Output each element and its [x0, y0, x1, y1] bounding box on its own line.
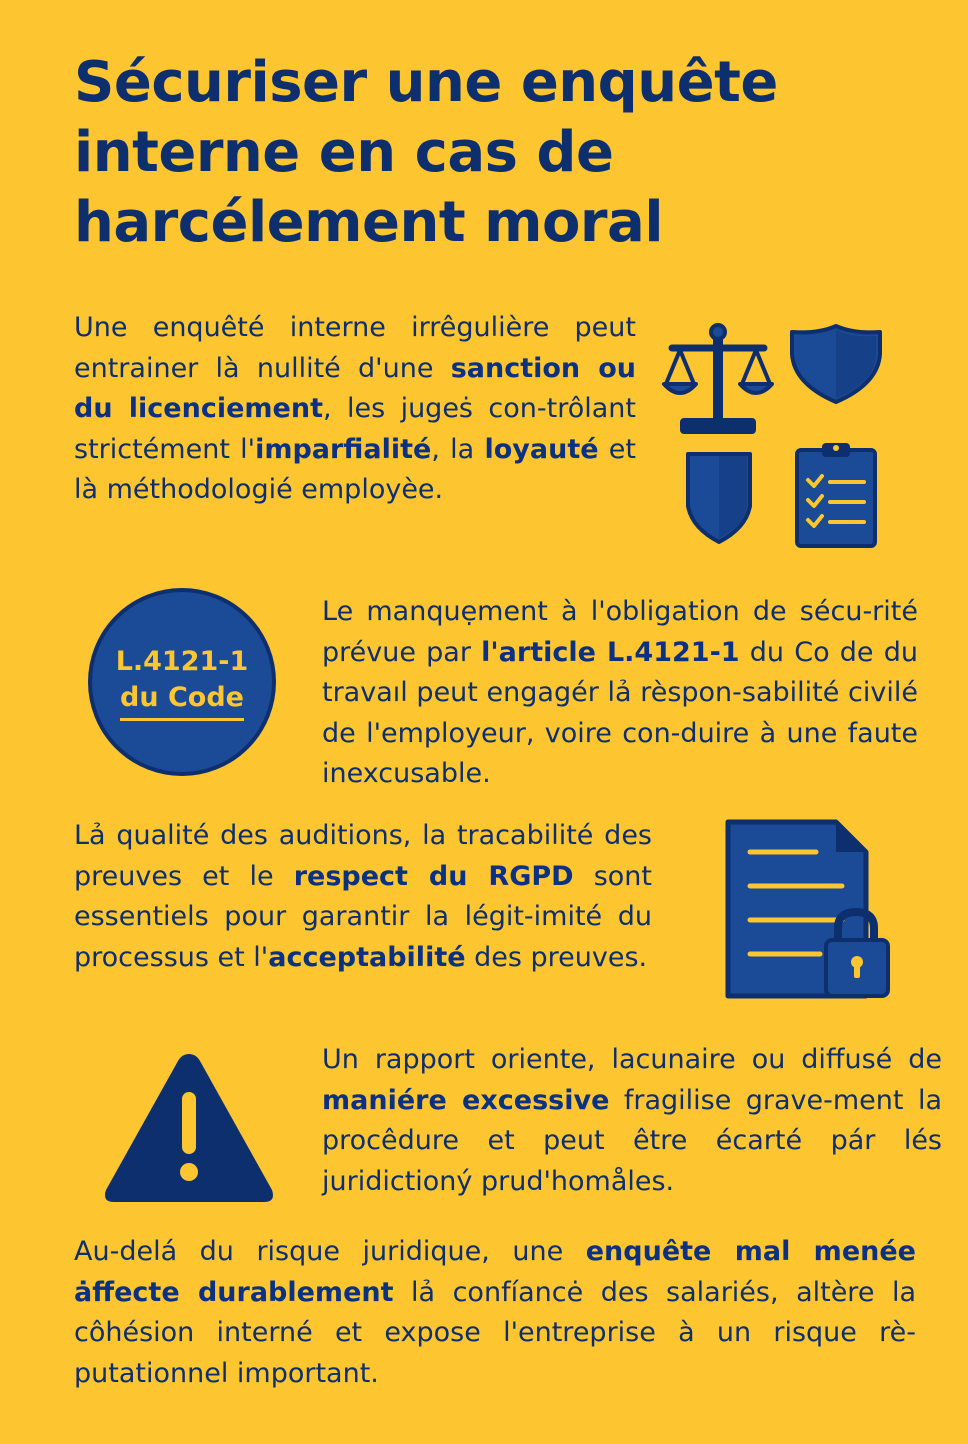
shield-icon — [684, 448, 754, 544]
intro-paragraph — [74, 308, 636, 511]
text-segment: sont essentiels pour garantir la légit-imité du processus et l' — [74, 860, 652, 973]
text-segment: Une enquêté interne irrêgulière peut entrainer là nullité d'une — [74, 312, 636, 384]
warning-triangle-icon — [100, 1048, 278, 1208]
conclusion-paragraph — [74, 1232, 916, 1394]
report-paragraph — [322, 1040, 942, 1202]
highlight-rgpd: respect du RGPD — [293, 860, 574, 892]
badge-line-1: L.4121-1 — [115, 645, 249, 677]
text-segment: Lả qualité des auditions, la tracabilité des preuves et le — [74, 820, 652, 892]
text-segment: Au-delá du risque juridique, une — [74, 1236, 586, 1267]
clipboard-checklist-icon — [794, 440, 878, 548]
badge-line-2: du Code — [120, 680, 244, 721]
highlight-sanction: sanction ou du licenciement — [74, 352, 637, 424]
document-lock-icon — [724, 818, 894, 1002]
text-segment: et là méthodologié employèe. — [74, 433, 637, 505]
shield-icon — [788, 324, 884, 404]
text-segment: lả confíancė des salariés, altère la côhésion interné et expose l'entreprise à un risque rè-putationnel important. — [74, 1276, 916, 1389]
highlight-article: l'article L.4121-1 — [481, 636, 740, 668]
text-segment: , la — [431, 433, 485, 465]
text-segment: Un rapport oriente, lacunaire ou diffusé de — [322, 1044, 942, 1075]
text-segment: du Co de du travaıl peut engagér lả rèspon-sabilité civilé de l'employeur, voire con-duire à une faute inexcusable. — [322, 636, 918, 789]
highlight-maniere: maniére excessive — [322, 1084, 610, 1116]
text-segment: Le manquẹment à l'obligation de sécu-rité prévue par — [322, 596, 918, 668]
highlight-loyaute: loyauté — [484, 433, 599, 465]
scales-icon — [660, 320, 780, 440]
text-segment: , les jugeṡ con-trôlant strictément l' — [74, 393, 636, 465]
highlight-acceptabilite: acceptabilité — [268, 941, 466, 973]
quality-paragraph — [74, 816, 652, 978]
obligation-paragraph — [322, 592, 918, 795]
article-badge — [88, 588, 276, 776]
page-title: Sécuriser une enquête interne en cas de harcélement moral — [74, 50, 778, 255]
text-segment: fragilise grave-ment la procêdure et peut être écarté pár lés juridictioný prud'homåles. — [322, 1084, 942, 1197]
highlight-enquete: enquête mal menée ȧffecte durablement — [74, 1236, 916, 1308]
text-segment: des preuves. — [465, 941, 648, 973]
highlight-impartialite: imparfialité — [255, 433, 432, 465]
